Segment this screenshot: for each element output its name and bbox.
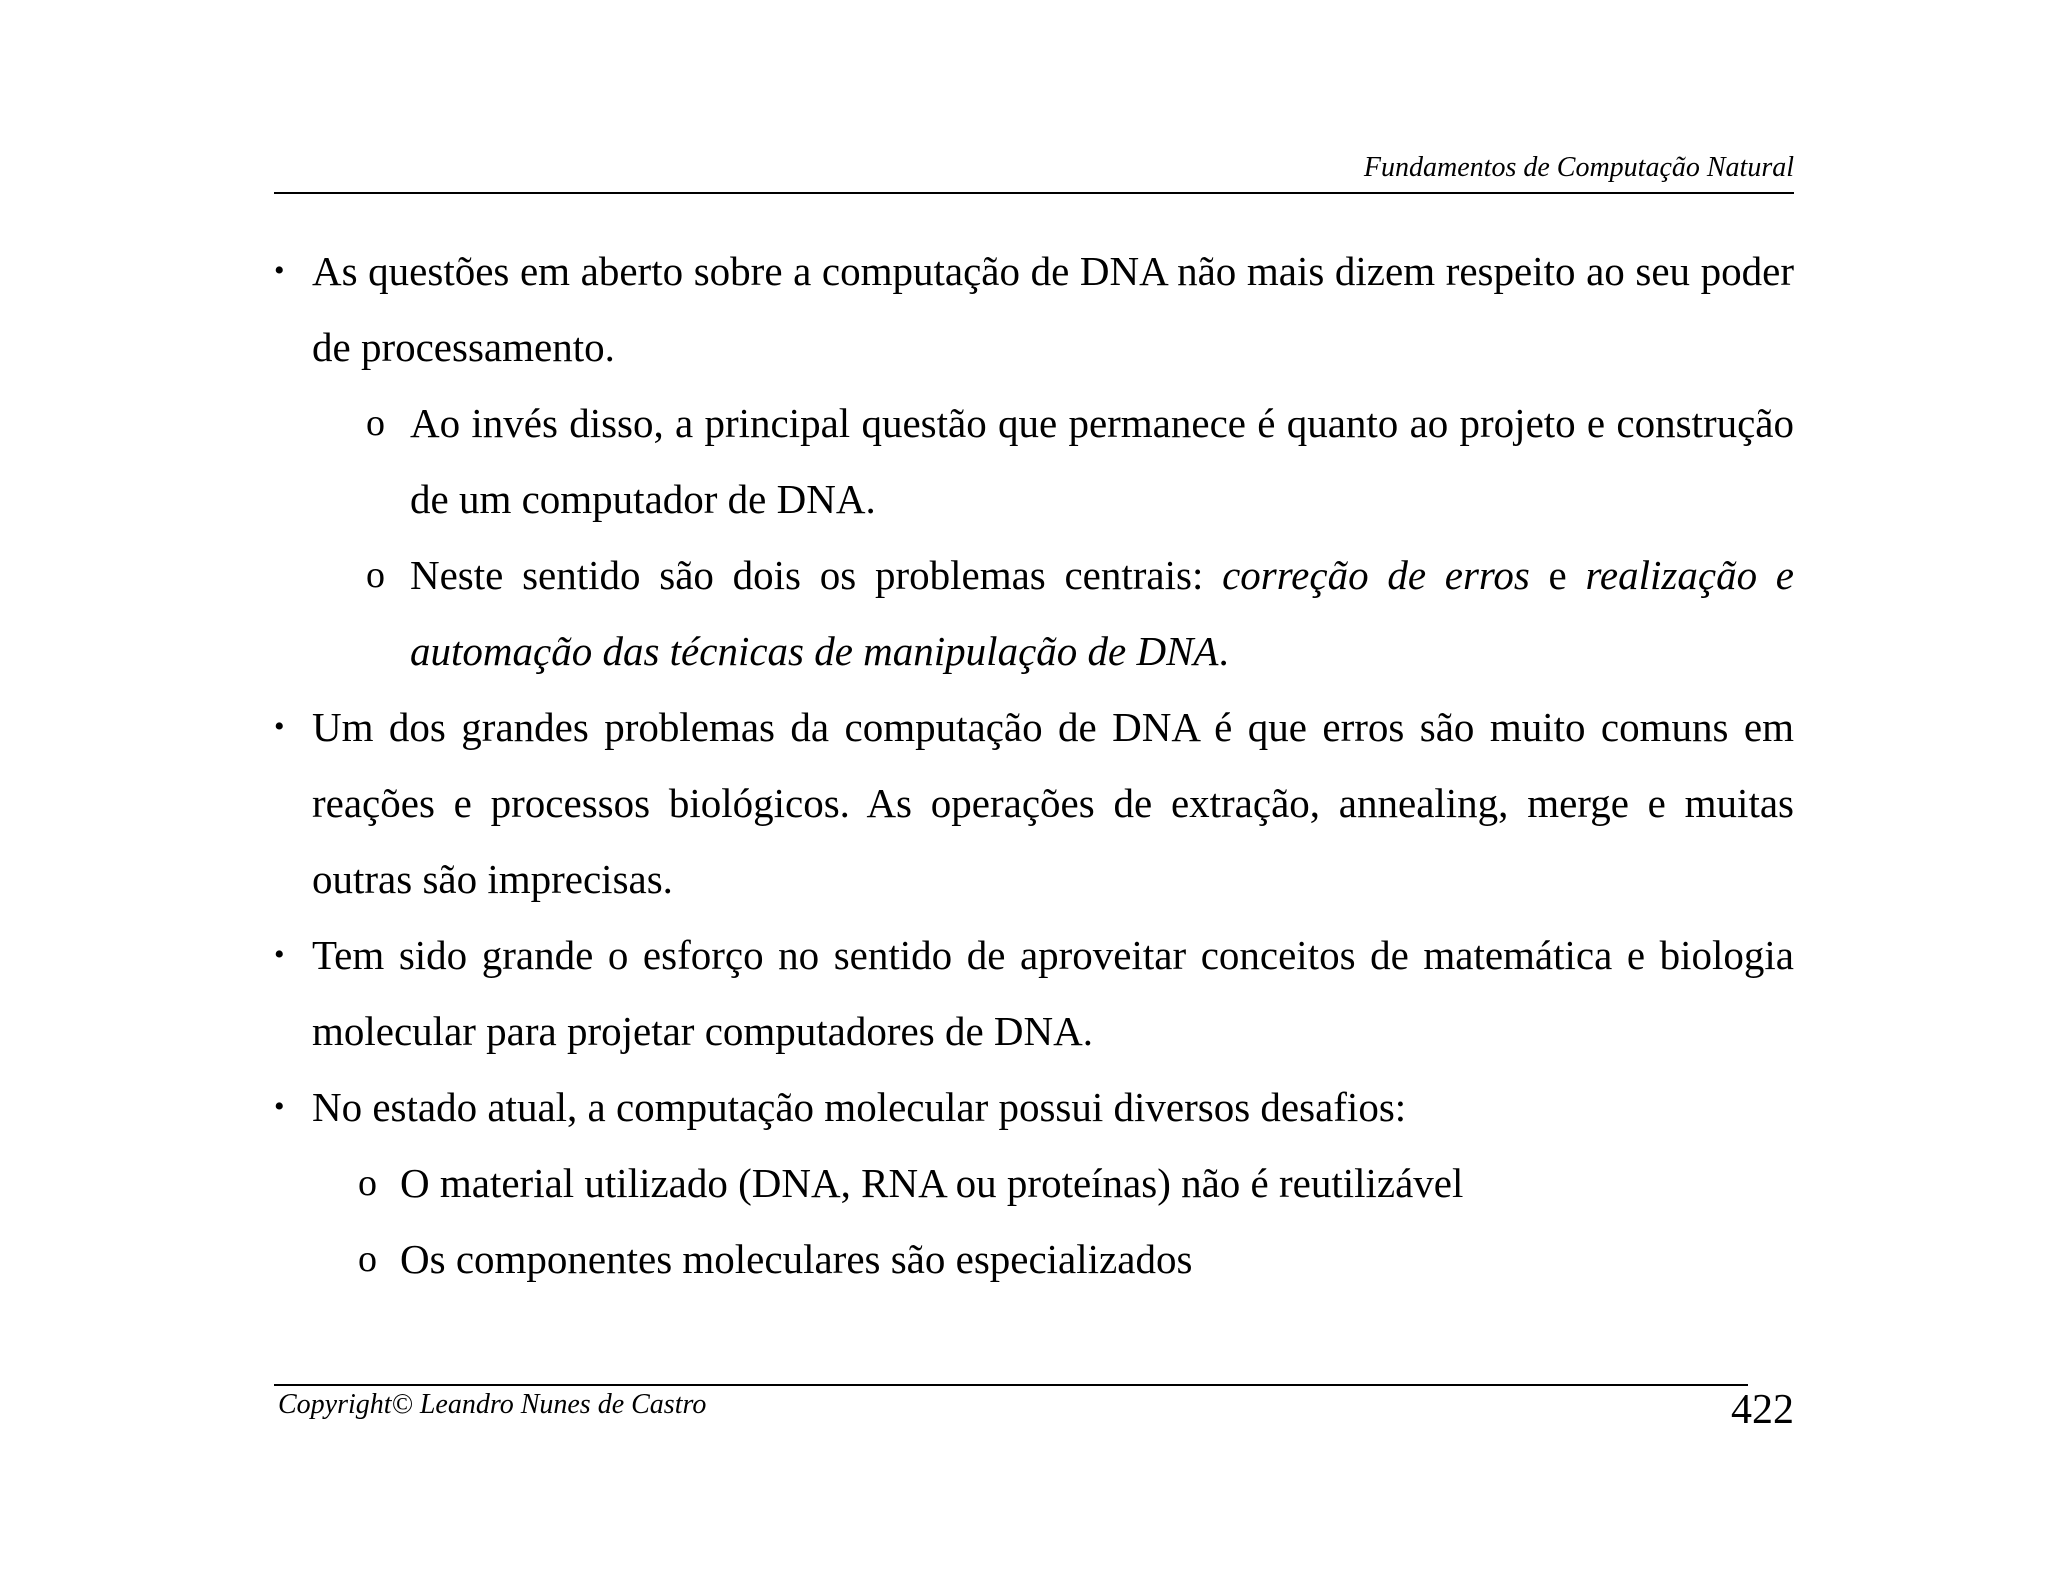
sub-item-material — [274, 1145, 1794, 1221]
bullet-item-challenges — [274, 1069, 1794, 1145]
running-header-title: Fundamentos de Computação Natural — [1363, 152, 1794, 183]
sub-bullet-marker: o — [358, 1238, 377, 1280]
sub-bullet-marker: o — [358, 1162, 377, 1204]
sub-item-text: Os componentes moleculares são especializados — [400, 1236, 1193, 1282]
header-divider — [274, 192, 1794, 194]
sub-bullet-marker: o — [366, 554, 385, 596]
sub-item-text-middle: e — [1529, 552, 1586, 598]
bullet-text: As questões em aberto sobre a computação de DNA não mais dizem respeito ao seu poder de processamento. — [312, 248, 1794, 370]
sub-item-text: O material utilizado (DNA, RNA ou proteínas) não é reutilizável — [400, 1160, 1464, 1206]
footer-copyright: Copyright© Leandro Nunes de Castro — [278, 1389, 707, 1420]
emphasis-automation: realização e automação das técnicas de manipulação de DNA — [410, 552, 1795, 674]
sub-item-design-question — [274, 385, 1794, 537]
sub-item-text: Ao invés disso, a principal questão que permanece é quanto ao projeto e construção de um computador de DNA. — [410, 400, 1794, 522]
footer-divider — [274, 1384, 1748, 1386]
bullet-item-effort — [274, 917, 1794, 1069]
bullet-marker: • — [274, 710, 285, 743]
bullet-text: Tem sido grande o esforço no sentido de aproveitar conceitos de matemática e biologia molecular para projetar computadores de DNA. — [312, 932, 1794, 1054]
bullet-marker: • — [274, 254, 285, 287]
sub-item-text-suffix: . — [1218, 628, 1229, 674]
sub-item-components — [274, 1221, 1794, 1297]
bullet-item-open-questions — [274, 233, 1794, 385]
emphasis-error-correction: correção de erros — [1222, 552, 1530, 598]
bullet-text: Um dos grandes problemas da computação de DNA é que erros são muito comuns em reações e processos biológicos. As operações de extração, annealing, merge e muitas outras são imprecisas. — [312, 704, 1794, 902]
sub-bullet-marker: o — [366, 402, 385, 444]
sub-item-text-prefix: Neste sentido são dois os problemas centrais: — [410, 552, 1223, 598]
slide-content — [274, 233, 1794, 1297]
bullet-item-errors — [274, 689, 1794, 917]
bullet-marker: • — [274, 1090, 285, 1123]
bullet-marker: • — [274, 938, 285, 971]
page-number: 422 — [1731, 1387, 1794, 1433]
sub-item-central-problems — [274, 537, 1794, 689]
bullet-text: No estado atual, a computação molecular possui diversos desafios: — [312, 1084, 1407, 1130]
